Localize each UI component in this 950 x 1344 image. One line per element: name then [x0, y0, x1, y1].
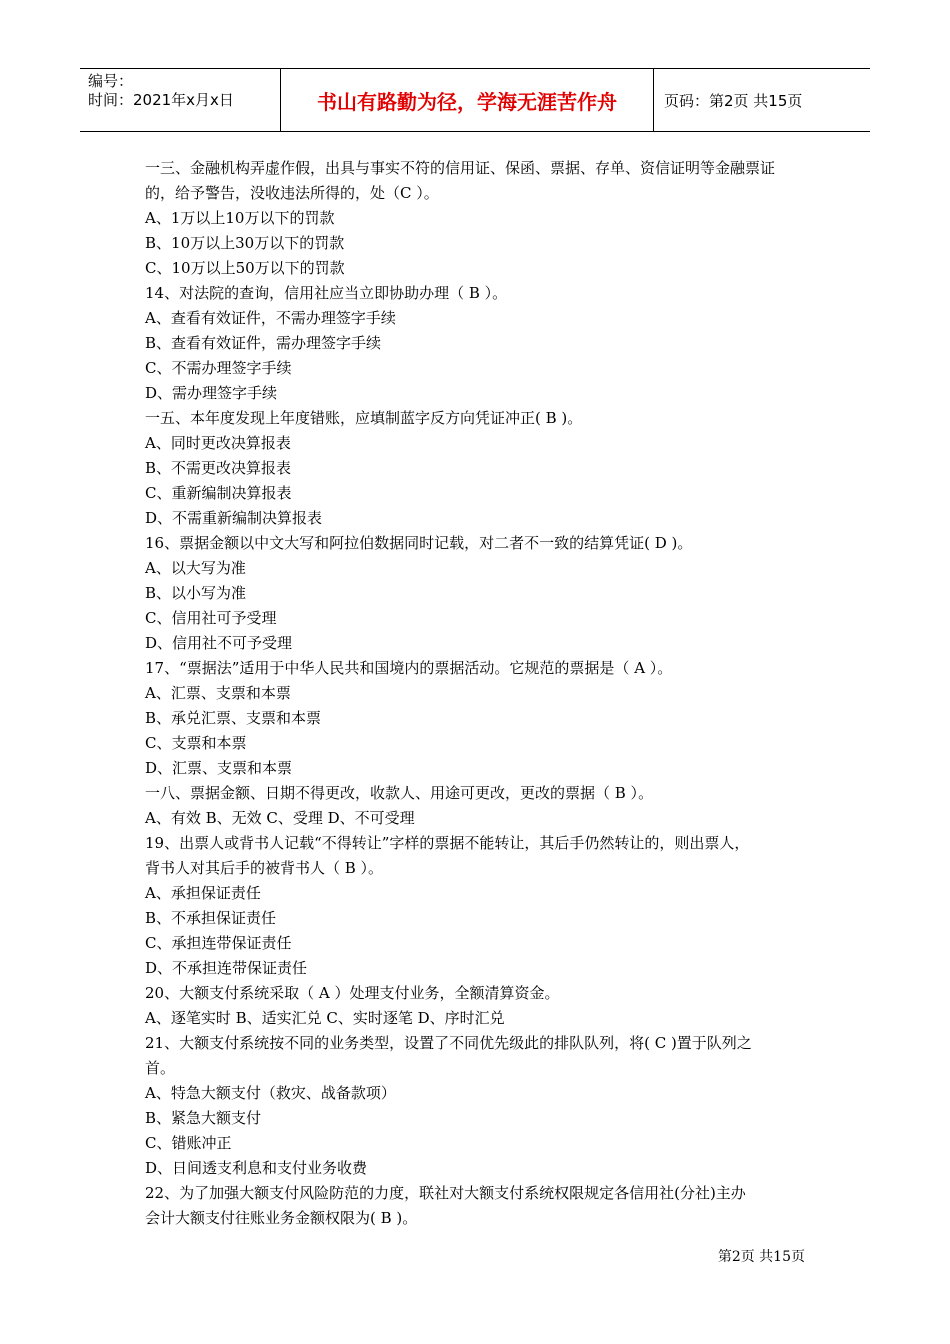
text-line: D、不承担连带保证责任 — [145, 959, 308, 977]
page-header — [80, 68, 870, 132]
text-line: C、不需办理签字手续 — [145, 359, 292, 377]
text-line: C、重新编制决算报表 — [145, 484, 292, 502]
text-line: C、信用社可予受理 — [145, 609, 277, 627]
text-line: C、10万以上50万以下的罚款 — [145, 259, 345, 277]
text-line: A、同时更改决算报表 — [145, 434, 291, 452]
text-line: A、以大写为准 — [145, 559, 246, 577]
text-line: D、汇票、支票和本票 — [145, 759, 293, 777]
text-line: B、查看有效证件，需办理签字手续 — [145, 334, 382, 352]
header-page-info: 页码：第2页 共15页 — [664, 91, 803, 110]
text-line: 20、大额支付系统采取（ A ）处理支付业务，全额清算资金。 — [145, 984, 560, 1002]
document-body — [145, 156, 813, 1231]
text-line: 一八、票据金额、日期不得更改，收款人、用途可更改，更改的票据（ B ）。 — [145, 784, 654, 802]
text-line: B、承兑汇票、支票和本票 — [145, 709, 322, 727]
text-line: B、不承担保证责任 — [145, 909, 277, 927]
text-line: 的，给予警告，没收违法所得的，处（C ）。 — [145, 184, 439, 202]
text-line: A、特急大额支付（救灾、战备款项） — [145, 1084, 396, 1102]
text-line: D、需办理签字手续 — [145, 384, 278, 402]
text-line: D、信用社不可予受理 — [145, 634, 293, 652]
text-line: 会计大额支付往账业务金额权限为( B )。 — [145, 1209, 418, 1227]
text-line: B、紧急大额支付 — [145, 1109, 262, 1127]
text-line: C、支票和本票 — [145, 734, 247, 752]
text-line: 首。 — [145, 1059, 176, 1077]
text-line: C、错账冲正 — [145, 1134, 232, 1152]
text-line: 14、对法院的查询，信用社应当立即协助办理（ B ）。 — [145, 284, 508, 302]
text-line: C、承担连带保证责任 — [145, 934, 292, 952]
text-line: D、日间透支利息和支付业务收费 — [145, 1159, 368, 1177]
text-line: 16、票据金额以中文大写和阿拉伯数据同时记载，对二者不一致的结算凭证( D )。 — [145, 534, 693, 552]
page-footer: 第2页 共15页 — [717, 1249, 805, 1265]
document-number-label: 编号： — [88, 72, 134, 90]
text-line: A、承担保证责任 — [145, 884, 261, 902]
text-line: A、汇票、支票和本票 — [145, 684, 291, 702]
text-line: 背书人对其后手的被背书人（ B ）。 — [145, 859, 384, 877]
text-line: B、不需更改决算报表 — [145, 459, 292, 477]
header-meta — [80, 69, 281, 131]
text-line: A、逐笔实时 B、适实汇兑 C、实时逐笔 D、序时汇兑 — [145, 1009, 505, 1027]
text-line: 19、出票人或背书人记载“不得转让”字样的票据不能转让，其后手仍然转让的，则出票人， — [145, 834, 750, 852]
text-line: B、10万以上30万以下的罚款 — [145, 234, 345, 252]
text-line: 22、为了加强大额支付风险防范的力度，联社对大额支付系统权限规定各信用社(分社)主办 — [145, 1184, 746, 1202]
text-line: 17、“票据法”适用于中华人民共和国境内的票据活动。它规范的票据是（ A ）。 — [145, 659, 673, 677]
header-motto: 书山有路勤为径，学海无涯苦作舟 — [281, 69, 654, 131]
text-line: A、1万以上10万以下的罚款 — [145, 209, 335, 227]
text-line: A、有效 B、无效 C、受理 D、不可受理 — [145, 809, 415, 827]
text-line: A、查看有效证件，不需办理签字手续 — [145, 309, 396, 327]
text-line: D、不需重新编制决算报表 — [145, 509, 323, 527]
text-line: 21、大额支付系统按不同的业务类型，设置了不同优先级此的排队队列，将( C )置于队列之 — [145, 1034, 752, 1052]
text-line: B、以小写为准 — [145, 584, 247, 602]
text-line: 一三、金融机构弄虚作假，出具与事实不符的信用证、保函、票据、存单、资信证明等金融票证 — [145, 159, 776, 177]
text-line: 一五、本年度发现上年度错账，应填制蓝字反方向凭证冲正( B )。 — [145, 409, 583, 427]
document-time-label: 时间：2021年x月x日 — [88, 91, 234, 109]
